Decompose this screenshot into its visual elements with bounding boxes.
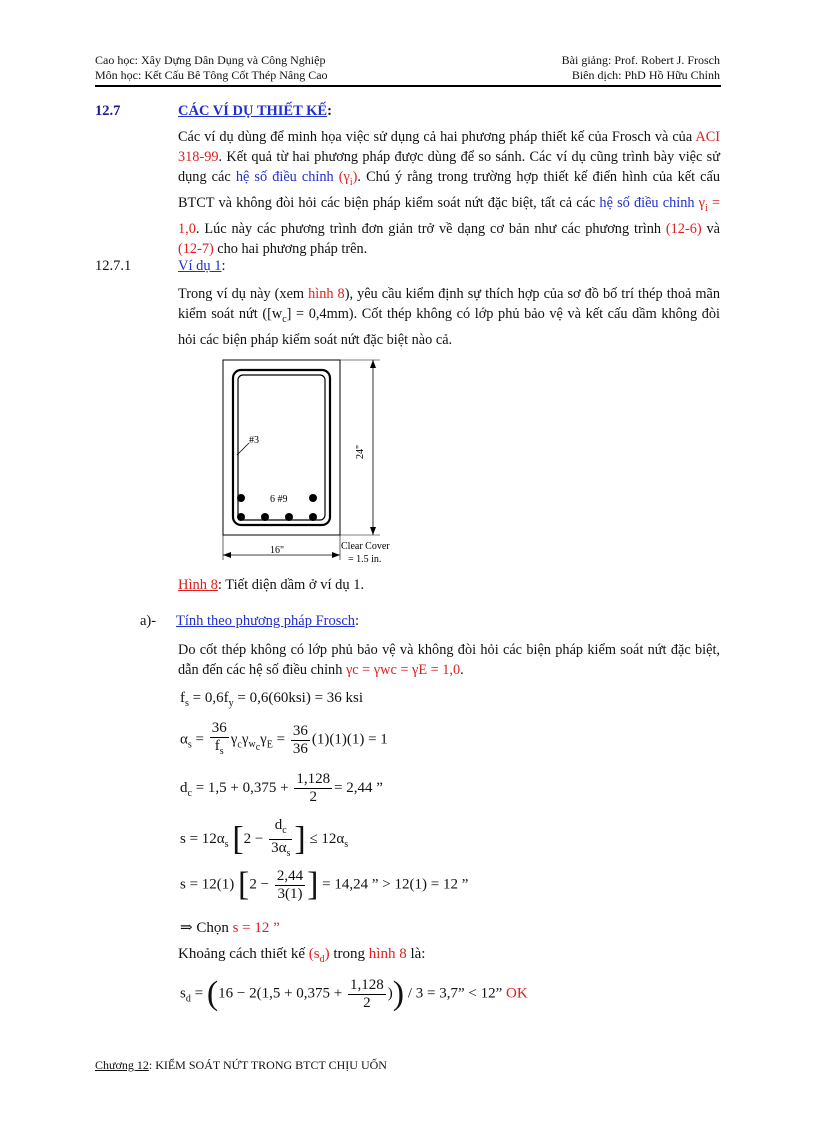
header-right <box>562 53 720 83</box>
eq-alpha: $\alpha_s$ = $\frac{36}{f_s}$ $\gamma_c\gamma_{w_c}\gamma_E$ = $\frac{36}{36}$ (1)(1)(1) = 1 <box>180 720 388 757</box>
stirrup-label: #3 <box>249 435 259 446</box>
translator-line: Biên dịch: PhD Hồ Hữu Chỉnh <box>571 68 720 82</box>
subject-line: Môn học: Kết Cấu Bê Tông Cốt Thép Nâng Cao <box>95 68 328 82</box>
eq-s-general: $s = 12\alpha_s$ [2 − $\frac{d_c}{3\alpha_s}$ ] ≤ $12\alpha_s$ <box>180 817 349 859</box>
bar <box>285 513 293 521</box>
bar <box>309 513 317 521</box>
cover-label-1: Clear Cover <box>341 541 390 552</box>
cover-label-2: = 1.5 in. <box>348 554 382 565</box>
subsection-number: 12.7.1 <box>95 258 132 274</box>
choose-s: ⇒ Chọn s = 12 ” <box>180 920 280 936</box>
arrow <box>370 360 376 368</box>
bar <box>237 513 245 521</box>
bars-label: 6 #9 <box>270 494 288 505</box>
eq-dc: $d_c = 1,5 + 0,375$ + $\frac{1,128}{2}$ = 2,44 ” <box>180 771 383 805</box>
bar <box>237 494 245 502</box>
arrow <box>370 527 376 535</box>
section-number: 12.7 <box>95 103 121 119</box>
course-line: Cao học: Xây Dựng Dân Dụng và Công Nghiệp <box>95 53 326 67</box>
part-a-paragraph: Do cốt thép không có lớp phủ bảo vệ và không đòi hỏi các biện pháp kiểm soát nứt đặc biệt, dẫn đến các hệ số điều chỉnh γc = γwc = γE = 1,0. <box>178 642 720 678</box>
header-left <box>95 53 328 83</box>
subsection-paragraph: Trong ví dụ này (xem hình 8), yêu cầu kiểm định sự thích hợp của sơ đồ bố trí thép thoả mãn kiểm soát nứt $([w_c] = 0,4mm)$. Cốt thép không có lớp phủ bảo vệ và kết cấu dầm không đòi hỏi các biện pháp kiểm soát nứt đặc biệt nào cả. <box>178 286 720 348</box>
eq-fs: $f_s = 0,6f_y = 0,6(60ksi) = 36$ ksi <box>180 690 364 709</box>
height-label: 24" <box>355 444 366 459</box>
beam-section-figure <box>215 355 405 570</box>
arrow <box>223 552 231 558</box>
section-title: CÁC VÍ DỤ THIẾT KẾ: <box>178 103 332 119</box>
part-a-title: Tính theo phương pháp Frosch: <box>176 613 360 629</box>
figure-caption: Hình 8: Tiết diện dầm ở ví dụ 1. <box>178 577 365 593</box>
arrow <box>332 552 340 558</box>
footer: Chương 12: KIỂM SOÁT NỨT TRONG BTCT CHỊU UỐN <box>95 1058 387 1072</box>
subsection-title: Ví dụ 1: <box>178 258 226 274</box>
part-a-label: a)- <box>140 613 157 629</box>
width-label: 16" <box>270 545 285 556</box>
bar <box>261 513 269 521</box>
bar <box>309 494 317 502</box>
beam-outline <box>223 360 340 535</box>
eq-s-numeric: s = 12(1) [2 − $\frac{2,44}{3(1)}$ ] = 14,24 ” > 12(1) = 12 ” <box>180 866 469 903</box>
header-rule <box>95 85 721 87</box>
stirrup-leader <box>237 443 249 455</box>
sd-intro: Khoảng cách thiết kế $(s_d)$ trong hình 8 là: <box>178 946 426 965</box>
lecturer-line: Bài giảng: Prof. Robert J. Frosch <box>561 53 720 67</box>
eq-sd: $s_d = (16 - 2(1,5 + 0,375$ + $\frac{1,128}{2}$ )) / 3 = 3,7” < 12” OK <box>180 975 528 1012</box>
section-paragraph: Các ví dụ dùng để minh họa việc sử dụng cả hai phương pháp thiết kế của Frosch và của ACI 318-99. Kết quả từ hai phương pháp được dùng để so sánh. Các ví dụ cũng trình bày việc sử dụng các hệ số điều chỉnh $(\gamma_i)$. Chú ý rằng trong trường hợp thiết kế điển hình của kết cấu BTCT và không đòi hỏi các biện pháp kiểm soát nứt đặc biệt, tất cả các hệ số điều chỉnh $\gamma_i = 1,0$. Lúc này các phương trình đơn giản trở về dạng cơ bản như các phương trình (12-6) và (12-7) cho hai phương pháp trên. <box>178 129 721 257</box>
